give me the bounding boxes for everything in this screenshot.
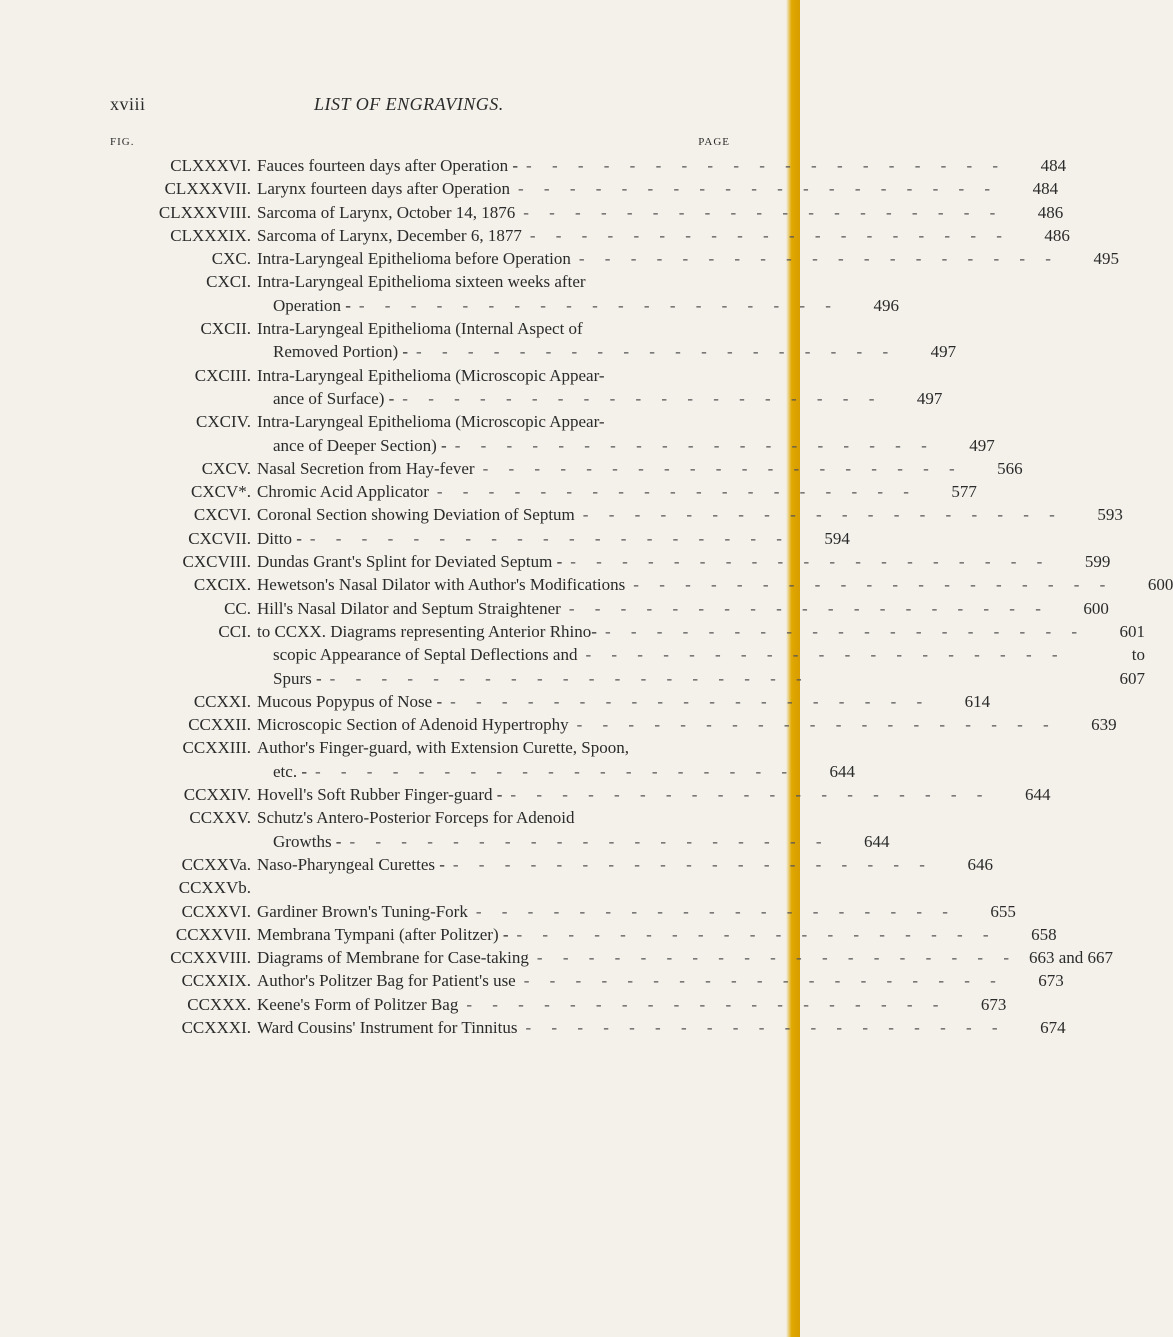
- figure-number: CCXXV.: [189, 808, 251, 828]
- entry-line: [257, 317, 956, 340]
- dot-leader: - - - - - - - - - - - - - - - - - - -: [314, 761, 796, 781]
- entry-title: Hewetson's Nasal Dilator with Author's Modifications: [257, 575, 626, 595]
- entry-title: to CCXX. Diagrams representing Anterior Rhino-: [257, 621, 597, 641]
- entry-line: [257, 830, 890, 853]
- list-item: [110, 224, 1070, 247]
- entry-title: Schutz's Antero-Posterior Forceps for Adenoid: [257, 808, 575, 828]
- entry-description: [257, 946, 1113, 969]
- entry-description: [257, 177, 1058, 200]
- dot-leader: - - - - - - - - - - - - - - - - - - -: [402, 388, 883, 408]
- entry-line: [257, 457, 1023, 480]
- entry-title: Chromic Acid Applicator: [257, 482, 429, 502]
- entry-line: [257, 806, 890, 829]
- page-reference: 663 and 667: [1028, 948, 1113, 968]
- figure-number: CCXXIV.: [183, 785, 251, 805]
- entry-line: [257, 294, 899, 317]
- page-reference: 601: [1119, 621, 1146, 641]
- dot-leader: - - - - - - - - - - - - - - - - - - -: [523, 971, 1004, 991]
- entry-description: [257, 550, 1110, 573]
- list-item: [110, 177, 1059, 200]
- dot-leader: - - - - - - - - - - - - - - - - - - -: [582, 505, 1063, 525]
- entry-line: [257, 760, 855, 783]
- figure-number: CCXXVIII.: [170, 948, 251, 968]
- list-item: [110, 503, 1123, 526]
- entry-title: Spurs -: [273, 668, 322, 688]
- dot-leader: - - - - - - - - - - - - - - - - - - -: [436, 482, 917, 502]
- dot-leader: - - - - - - - - - - - - - - - - - - -: [570, 552, 1051, 572]
- entry-line: [257, 969, 1064, 992]
- entry-line: [257, 364, 942, 387]
- entry-title: Intra-Laryngeal Epithelioma (Microscopic Appear-: [257, 412, 605, 432]
- entry-line: [257, 1016, 1066, 1039]
- entry-description: [257, 503, 1123, 526]
- entry-description: [257, 201, 1063, 224]
- page-reference: 497: [930, 342, 957, 362]
- entry-description: [257, 806, 890, 853]
- entry-title: Keene's Form of Politzer Bag: [257, 994, 459, 1014]
- dot-leader: - - - - - - - - - - - - - - - - - - -: [536, 948, 1017, 968]
- figure-number: CXCIII.: [194, 365, 251, 385]
- entry-line: [257, 946, 1113, 969]
- entry-line: [257, 201, 1063, 224]
- figure-number: CXCI.: [206, 272, 251, 292]
- page-reference: 644: [1024, 785, 1051, 805]
- entry-title: Larynx fourteen days after Operation: [257, 179, 510, 199]
- entry-line: [257, 247, 1119, 270]
- fig-column-header: FIG.: [110, 136, 135, 148]
- page-reference: 639: [1091, 715, 1117, 735]
- page-reference: 600: [1083, 598, 1109, 618]
- page-title: LIST OF ENGRAVINGS.: [314, 94, 504, 114]
- dot-leader: - - - - - - - - - - - - - - - - - - -: [633, 575, 1114, 595]
- entry-title: Naso-Pharyngeal Curettes -: [257, 854, 445, 874]
- entry-description: [257, 783, 1050, 806]
- dot-leader: - - - - - - - - - - - - - - - - - - -: [358, 295, 839, 315]
- entry-line: [257, 550, 1110, 573]
- page-reference: 486: [1037, 202, 1064, 222]
- page-reference: 497: [916, 388, 943, 408]
- entry-line: [257, 993, 1006, 1016]
- page-reference: 644: [864, 831, 890, 851]
- list-item: [110, 853, 993, 900]
- figure-number: CXCV*.: [191, 482, 251, 502]
- entry-line: [257, 783, 1050, 806]
- entry-description: [257, 969, 1064, 992]
- entry-description: [257, 154, 1066, 177]
- dot-leader: - - - - - - - - - - - - - - - - - - -: [454, 435, 935, 455]
- figure-number: CC.: [224, 598, 251, 618]
- figure-number: CXCVII.: [188, 528, 251, 548]
- dot-leader: - - - - - - - - - - - - - - - - - - -: [329, 668, 810, 688]
- entry-line: [257, 340, 956, 363]
- dot-leader: - - - - - - - - - - - - - - - - - - -: [452, 854, 933, 874]
- dot-leader: - - - - - - - - - - - - - - - - - - -: [475, 901, 956, 921]
- entry-title: Intra-Laryngeal Epithelioma (Internal Aspect of: [257, 319, 583, 339]
- page-reference: 497: [969, 435, 995, 455]
- entry-line: [257, 154, 1066, 177]
- entry-description: [257, 410, 995, 457]
- dot-leader: - - - - - - - - - - - - - - - - - - -: [568, 598, 1049, 618]
- entry-line: [257, 434, 995, 457]
- figure-number: CXCII.: [200, 319, 251, 339]
- dot-leader: - - - - - - - - - - - - - - - - - - -: [529, 225, 1010, 245]
- list-item: [110, 806, 890, 853]
- figure-number: CCXXIX.: [181, 971, 251, 991]
- list-item: [110, 527, 850, 550]
- entry-title: Author's Finger-guard, with Extension Curette, Spoon,: [257, 738, 629, 758]
- entry-line: [257, 503, 1123, 526]
- dot-leader: - - - - - - - - - - - - - - - - - - -: [576, 715, 1057, 735]
- figure-number: CLXXXVIII.: [158, 202, 251, 222]
- figure-number: CCXXVII.: [175, 924, 251, 944]
- entry-title: Intra-Laryngeal Epithelioma sixteen weeks after: [257, 272, 586, 292]
- page-reference: 484: [1040, 156, 1067, 175]
- page-reference: 484: [1032, 179, 1059, 199]
- list-item: [110, 1016, 1066, 1039]
- list-item: [110, 270, 899, 317]
- dot-leader: - - - - - - - - - - - - - - - - - - -: [578, 249, 1059, 269]
- entry-description: [257, 270, 899, 317]
- figure-number: CLXXXIX.: [170, 225, 251, 245]
- entry-description: [257, 690, 990, 713]
- list-item: [110, 410, 995, 457]
- entry-line: [257, 923, 1057, 946]
- figure-number: CXCVI.: [193, 505, 251, 525]
- entry-line: [257, 690, 990, 713]
- entry-title: Ditto -: [257, 528, 302, 548]
- entry-title: etc. -: [273, 761, 307, 781]
- dot-leader: - - - - - - - - - - - - - - - - - - -: [516, 924, 997, 944]
- entry-line: [257, 480, 977, 503]
- list-item: [110, 783, 1051, 806]
- list-item: [110, 713, 1117, 736]
- entry-line: [257, 387, 942, 410]
- figure-number: CLXXXVII.: [164, 179, 251, 199]
- entry-description: [257, 853, 993, 876]
- entry-line: [257, 597, 1109, 620]
- page-reference: 594: [824, 528, 850, 548]
- list-item: [110, 923, 1057, 946]
- entry-title: Dundas Grant's Splint for Deviated Septum -: [257, 552, 563, 572]
- dot-leader: - - - - - - - - - - - - - - - - - - -: [416, 342, 897, 362]
- page-reference: 593: [1097, 505, 1123, 525]
- dot-leader: - - - - - - - - - - - - - - - - - - -: [349, 831, 830, 851]
- entry-title: Operation -: [273, 295, 351, 315]
- entry-title: ance of Deeper Section) -: [273, 435, 447, 455]
- dot-leader: - - - - - - - - - - - - - - - - - - -: [510, 785, 991, 805]
- page-column-header: PAGE: [698, 136, 730, 148]
- entry-description: [257, 900, 1016, 923]
- dot-leader: - - - - - - - - - - - - - - - - - - -: [450, 691, 931, 711]
- dot-leader: - - - - - - - - - - - - - - - - - - -: [526, 156, 1007, 175]
- list-item: [110, 247, 1119, 270]
- entry-title: Hovell's Soft Rubber Finger-guard -: [257, 785, 503, 805]
- page-reference: 607: [1119, 668, 1146, 688]
- list-item: [110, 620, 1146, 690]
- entry-line: [257, 713, 1117, 736]
- dot-leader: - - - - - - - - - - - - - - - - - - -: [309, 528, 790, 548]
- figure-number: CCXXI.: [193, 691, 251, 711]
- figure-number: CCXXVa. CCXXVb.: [178, 854, 251, 898]
- list-item: [110, 946, 1113, 969]
- entry-title: Intra-Laryngeal Epithelioma before Operation: [257, 249, 571, 269]
- entry-line: [257, 224, 1070, 247]
- entry-description: [257, 247, 1119, 270]
- entry-line: [257, 736, 855, 759]
- entry-line: [257, 177, 1058, 200]
- page-reference: 495: [1093, 249, 1119, 269]
- entry-title: Intra-Laryngeal Epithelioma (Microscopic Appear-: [257, 365, 605, 385]
- figure-number: CCI.: [218, 621, 251, 641]
- list-item: [110, 969, 1064, 992]
- entry-line: [257, 643, 1145, 666]
- dot-leader: - - - - - - - - - - - - - - - - - - -: [604, 621, 1086, 641]
- entry-description: [257, 736, 855, 783]
- figure-number: CCXXIII.: [182, 738, 251, 758]
- column-headers: [110, 136, 730, 152]
- figure-number: CCXXII.: [188, 715, 251, 735]
- page-header: [110, 94, 730, 118]
- entry-title: Diagrams of Membrane for Case-taking: [257, 948, 529, 968]
- entry-description: [257, 527, 850, 550]
- list-item: [110, 317, 957, 364]
- figure-number: CXCV.: [201, 458, 251, 478]
- entry-title: Gardiner Brown's Tuning-Fork: [257, 901, 468, 921]
- entry-description: [257, 1016, 1066, 1039]
- list-item: [110, 690, 991, 713]
- list-item: [110, 480, 977, 503]
- entry-title: Author's Politzer Bag for Patient's use: [257, 971, 516, 991]
- list-item: [110, 900, 1016, 923]
- list-item: [110, 736, 856, 783]
- dot-leader: - - - - - - - - - - - - - - - - - - -: [525, 1017, 1006, 1037]
- page-reference: 496: [873, 295, 899, 315]
- page-reference: 614: [964, 691, 991, 711]
- entry-line: [257, 853, 993, 876]
- figure-number: CXCIV.: [196, 412, 251, 432]
- figure-number: CXCIX.: [193, 575, 251, 595]
- entry-title: Sarcoma of Larynx, October 14, 1876: [257, 202, 516, 222]
- entry-title: Membrana Tympani (after Politzer) -: [257, 924, 509, 944]
- figure-number: CXC.: [211, 249, 251, 269]
- entry-description: [257, 993, 1006, 1016]
- entry-description: [257, 573, 1173, 596]
- entry-description: [257, 480, 977, 503]
- list-item: [110, 201, 1064, 224]
- list-item: [110, 457, 1023, 480]
- entry-title: Ward Cousins' Instrument for Tinnitus: [257, 1017, 518, 1037]
- entry-description: [257, 457, 1023, 480]
- page-reference: 646: [967, 854, 993, 874]
- page-reference: 600: [1147, 575, 1173, 595]
- entry-line: [257, 527, 850, 550]
- entry-description: [257, 317, 956, 364]
- page-reference: 486: [1044, 225, 1070, 245]
- page-reference: 644: [829, 761, 856, 781]
- entry-description: [257, 620, 1145, 690]
- entry-title: Fauces fourteen days after Operation -: [257, 156, 519, 175]
- entry-title: Microscopic Section of Adenoid Hypertrophy: [257, 715, 569, 735]
- engravings-list: [110, 154, 1173, 1039]
- figure-number: CXCVIII.: [182, 552, 251, 572]
- entry-title: Coronal Section showing Deviation of Septum: [257, 505, 575, 525]
- page-reference: 577: [951, 482, 977, 502]
- entry-line: [257, 667, 1145, 690]
- entry-line: [257, 573, 1173, 596]
- figure-number: CCXXX.: [187, 994, 251, 1014]
- list-item: [110, 550, 1111, 573]
- list-item: [110, 993, 1007, 1016]
- entry-line: [257, 900, 1016, 923]
- entry-title: Mucous Popypus of Nose -: [257, 691, 443, 711]
- page-number: xviii: [110, 94, 146, 114]
- entry-title: scopic Appearance of Septal Deflections and: [273, 645, 578, 665]
- dot-leader: - - - - - - - - - - - - - - - - - - -: [523, 202, 1004, 222]
- entry-title: Growths -: [273, 831, 342, 851]
- entry-title: ance of Surface) -: [273, 388, 395, 408]
- page-reference: 599: [1084, 552, 1111, 572]
- page-reference: 674: [1040, 1017, 1066, 1037]
- entry-line: [257, 620, 1145, 643]
- list-item: [110, 573, 1173, 596]
- entry-title: Nasal Secretion from Hay-fever: [257, 458, 475, 478]
- dot-leader: - - - - - - - - - - - - - - - - - - -: [518, 179, 999, 199]
- page-reference: 655: [990, 901, 1016, 921]
- entry-description: [257, 923, 1057, 946]
- entry-line: [257, 410, 995, 433]
- page-reference: 673: [1038, 971, 1064, 991]
- list-item: [110, 364, 943, 411]
- entry-description: [257, 364, 942, 411]
- entry-description: [257, 224, 1070, 247]
- entry-description: [257, 597, 1109, 620]
- page-reference: 566: [997, 458, 1023, 478]
- figure-number: CCXXVI.: [181, 901, 251, 921]
- dot-leader: - - - - - - - - - - - - - - - - - - -: [482, 458, 963, 478]
- entry-title: Removed Portion) -: [273, 342, 409, 362]
- entry-title: Sarcoma of Larynx, December 6, 1877: [257, 225, 522, 245]
- entry-line: [257, 270, 899, 293]
- list-item: [110, 154, 1067, 177]
- figure-number: CCXXXI.: [181, 1017, 251, 1037]
- entry-title: Hill's Nasal Dilator and Septum Straightener: [257, 598, 561, 618]
- entry-description: [257, 713, 1117, 736]
- list-item: [110, 597, 1109, 620]
- page-reference: 658: [1031, 924, 1057, 944]
- dot-leader: - - - - - - - - - - - - - - - - - - -: [466, 994, 947, 1014]
- figure-number: CLXXXVI.: [170, 156, 251, 175]
- page-reference: to: [1131, 645, 1146, 665]
- dot-leader: - - - - - - - - - - - - - - - - - - -: [585, 645, 1066, 665]
- page-reference: 673: [980, 994, 1007, 1014]
